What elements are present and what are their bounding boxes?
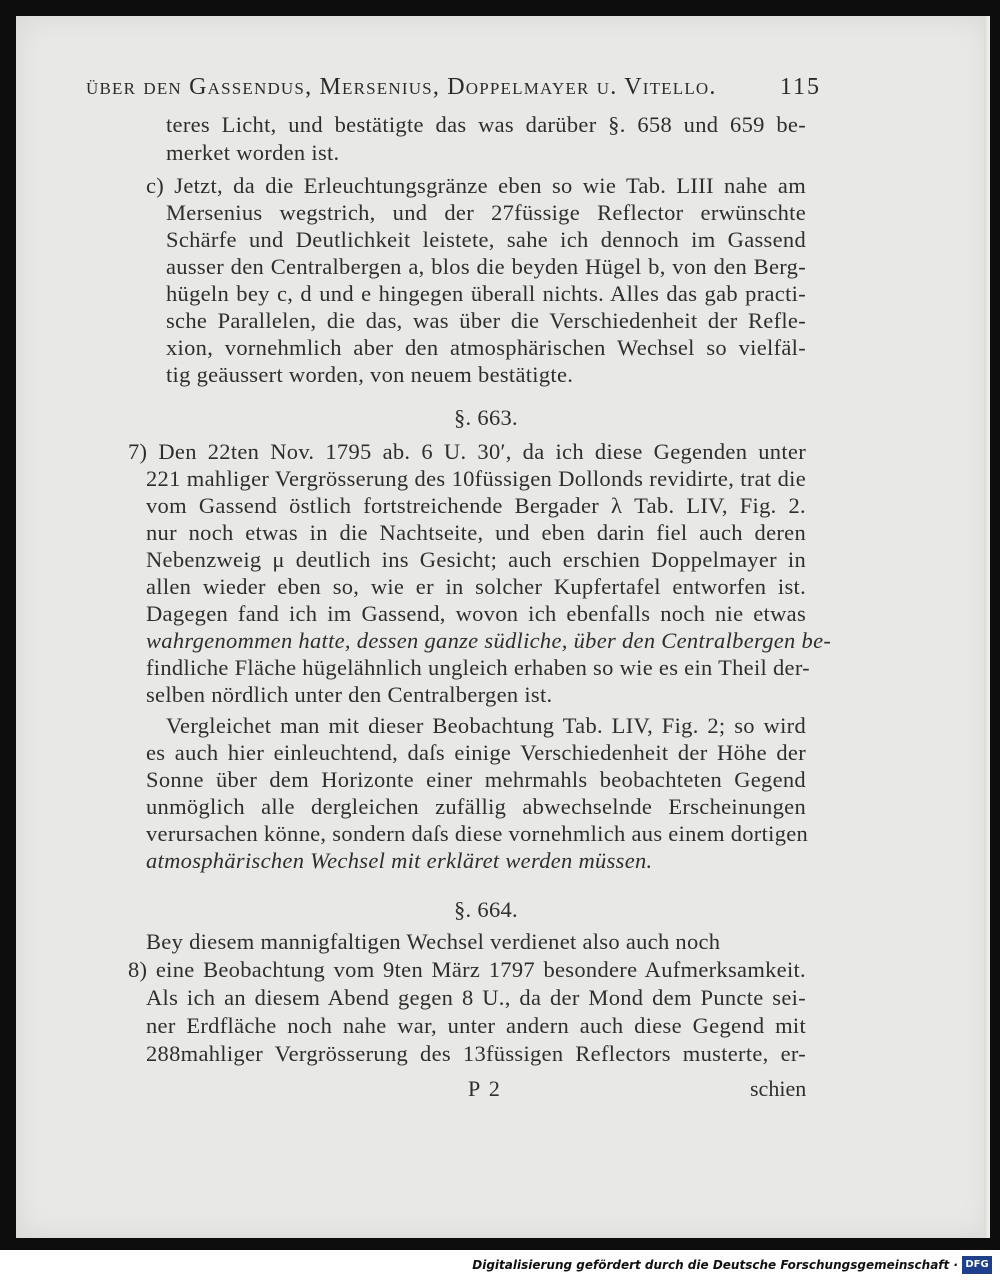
footer-bar: [0, 1250, 1000, 1280]
text-line: ausser den Centralbergen a, blos die beyden Hügel b, von den Berg-: [166, 254, 806, 279]
text-line: Sonne über dem Horizonte einer mehrmahls beobachteten Gegend: [146, 767, 806, 792]
text-line: Vergleichet man mit dieser Beobachtung Tab. LIV, Fig. 2; so wird: [166, 713, 806, 738]
section-heading: §. 663.: [454, 405, 518, 430]
text-line: 288mahliger Vergrösserung des 13füssigen Reflectors musterte, er-: [146, 1041, 806, 1066]
text-line: allen wieder eben so, wie er in solcher Kupfertafel entworfen ist.: [146, 574, 806, 599]
text-line: tig geäussert worden, von neuem bestätigte.: [166, 362, 574, 387]
text-line: ner Erdfläche noch nahe war, unter andern auch diese Gegend mit: [146, 1013, 806, 1038]
text-line: 221 mahliger Vergrösserung des 10füssigen Dollonds revidirte, trat die: [146, 466, 806, 491]
section-heading: §. 664.: [454, 897, 518, 922]
text-line: hügeln bey c, d und e hingegen überall nichts. Alles das gab practi-: [166, 281, 806, 306]
running-title: über den Gassendus, Mersenius, Doppelmayer u. Vitello.: [86, 74, 717, 100]
text-line: Dagegen fand ich im Gassend, wovon ich ebenfalls noch nie etwas: [146, 601, 806, 626]
footer-credit: Digitalisierung gefördert durch die Deutsche Forschungsgemeinschaft ·: [472, 1258, 958, 1272]
text-line: c) Jetzt, da die Erleuchtungsgränze eben so wie Tab. LIII nahe am: [146, 173, 806, 198]
text-line: Mersenius wegstrich, und der 27füssige Reflector erwünschte: [166, 200, 806, 225]
dfg-logo-icon: DFG: [962, 1256, 992, 1274]
book-page: [16, 16, 990, 1238]
text-line: selben nördlich unter den Centralbergen ist.: [146, 682, 553, 707]
text-line: Als ich an diesem Abend gegen 8 U., da der Mond dem Puncte sei-: [146, 985, 806, 1010]
text-line: findliche Fläche hügelähnlich ungleich erhaben so wie es ein Theil der-: [146, 655, 810, 680]
signature-mark: P 2: [468, 1076, 502, 1101]
text-line: nur noch etwas in die Nachtseite, und eben darin fiel auch deren: [146, 520, 806, 545]
text-line: xion, vornehmlich aber den atmosphärischen Wechsel so vielfäl-: [166, 335, 806, 360]
text-line: wahrgenommen hatte, dessen ganze südliche, über den Centralbergen be-: [146, 628, 832, 653]
text-line: vom Gassend östlich fortstreichende Bergader λ Tab. LIV, Fig. 2.: [146, 493, 806, 518]
text-line: teres Licht, und bestätigte das was darüber §. 658 und 659 be-: [166, 112, 806, 137]
catchword: schien: [750, 1076, 807, 1101]
text-line: unmöglich alle dergleichen zufällig abwechselnde Erscheinungen: [146, 794, 806, 819]
text-line: atmosphärischen Wechsel mit erkläret werden müssen.: [146, 848, 653, 873]
text-line: Schärfe und Deutlichkeit leistete, sahe ich dennoch im Gassend: [166, 227, 806, 252]
page-number: 115: [779, 74, 821, 100]
running-header: [86, 74, 821, 101]
text-line: verursachen könne, sondern daſs diese vornehmlich aus einem dortigen: [146, 821, 809, 846]
text-line: Nebenzweig μ deutlich ins Gesicht; auch erschien Doppelmayer in: [146, 547, 806, 572]
text-line: Bey diesem mannigfaltigen Wechsel verdienet also auch noch: [146, 929, 721, 954]
text-line: es auch hier einleuchtend, daſs einige Verschiedenheit der Höhe der: [146, 740, 806, 765]
text-line: 8) eine Beobachtung vom 9ten März 1797 besondere Aufmerksamkeit.: [128, 957, 806, 982]
text-line: sche Parallelen, die das, was über die Verschiedenheit der Refle-: [166, 308, 806, 333]
page-edge: [984, 16, 990, 1238]
text-line: 7) Den 22ten Nov. 1795 ab. 6 U. 30′, da ich diese Gegenden unter: [128, 439, 806, 464]
text-line: merket worden ist.: [166, 140, 340, 165]
